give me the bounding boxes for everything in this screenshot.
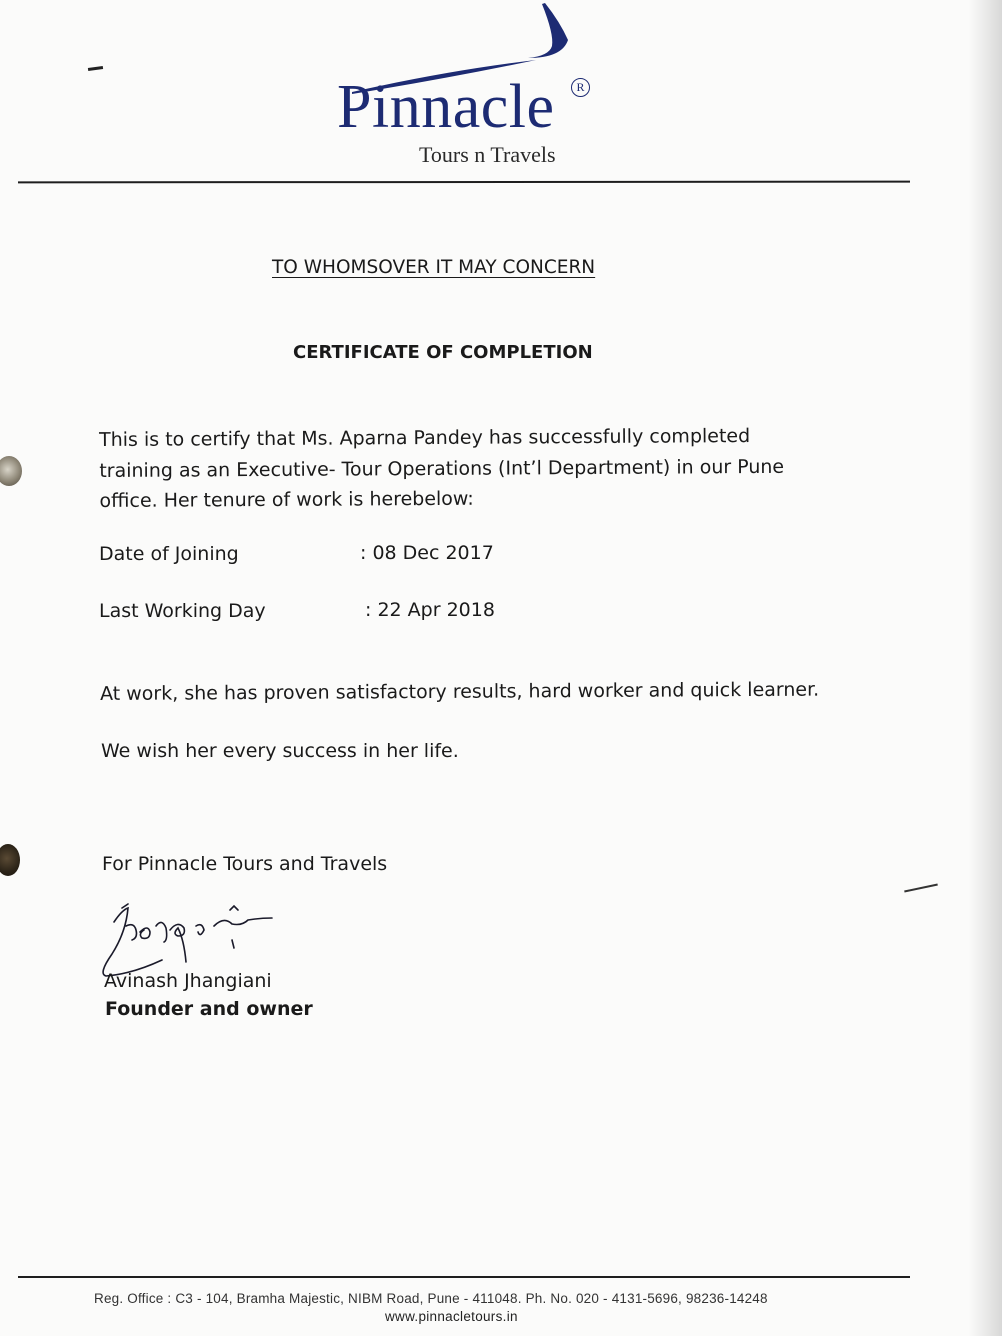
header-divider [18,181,910,184]
joining-date-value: : 08 Dec 2017 [360,542,494,564]
footer-divider [18,1276,910,1278]
footer-website: www.pinnacletours.in [385,1309,518,1324]
company-signoff: For Pinnacle Tours and Travels [102,853,388,875]
ink-mark [904,883,938,892]
performance-remark: At work, she has proven satisfactory results, hard worker and quick learner. [100,678,820,705]
signatory-title: Founder and owner [105,998,313,1020]
punch-hole-bottom [0,844,20,876]
certificate-heading: CERTIFICATE OF COMPLETION [293,342,593,363]
ink-mark [88,66,103,71]
last-working-day-label: Last Working Day [99,600,266,622]
signatory-name: Avinash Jhangiani [104,970,272,992]
last-working-day-value: : 22 Apr 2018 [365,599,495,621]
salutation: TO WHOMSOVER IT MAY CONCERN [272,257,596,278]
punch-hole-top [0,456,22,486]
brand-tagline: Tours n Travels [419,142,556,167]
joining-date-label: Date of Joining [99,543,239,565]
closing-wish: We wish her every success in her life. [101,740,459,762]
certificate-body: This is to certify that Ms. Aparna Pandey has successfully completed training as an Executive- Tour Operations (Int’l Department) in our Pune office. Her tenure of work is herebelow: [99,425,785,512]
registered-trademark-icon: R [571,78,590,97]
footer-address: Reg. Office : C3 - 104, Bramha Majestic, NIBM Road, Pune - 411048. Ph. No. 020 - 4131-5696, 98236-14248 [94,1291,768,1306]
brand-name: Pinnacle [337,73,555,141]
page-edge-shadow [968,0,1002,1336]
